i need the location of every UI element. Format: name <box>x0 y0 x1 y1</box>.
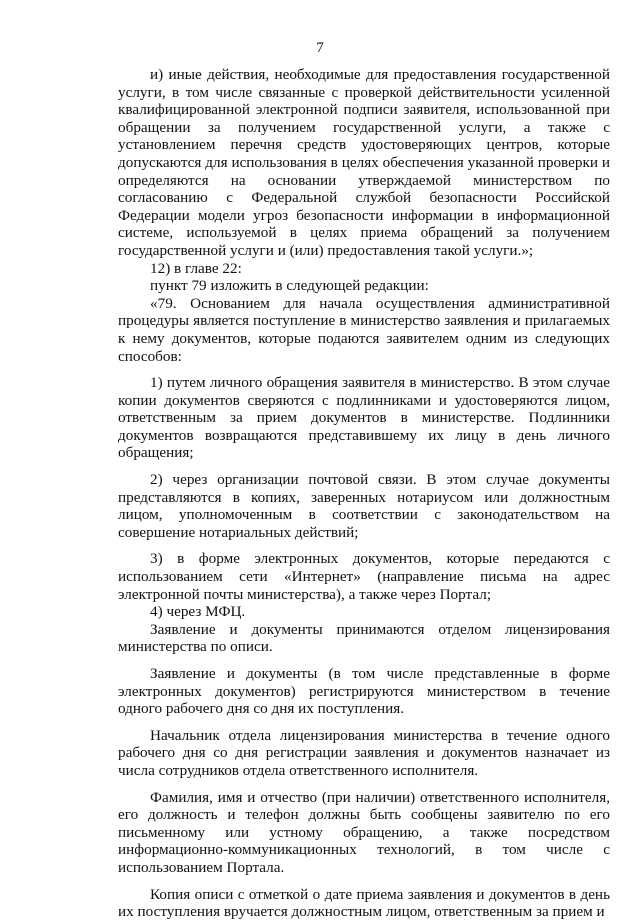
document-body <box>118 66 610 921</box>
paragraph-point-79: «79. Основанием для начала осуществления административной процедуры является поступление в министерство заявления и прилагаемых к нему документов, которые подаются заявителем одним из следующих способов: <box>118 294 610 365</box>
paragraph-clause-i: и) иные действия, необходимые для предоставления государственной услуги, в том числе связанные с проверкой действительности усиленной квалифицированной электронной подписи заявителя, использованной при обращении за получением государственной услуги, а также с установлением перечня средств удостоверяющих центров, которые допускаются для использования в целях обеспечения указанной проверки и определяются на основании утверждаемой министерством по согласованию с Федеральной службой безопасности Российской Федерации модели угроз безопасности информации в информационной системе, используемой в целях приема обращений за получением государственной услуги и (или) предоставления такой услуги.»; <box>118 66 610 259</box>
paragraph-method-3: 3) в форме электронных документов, которые передаются с использованием сети «Интернет» (направление письма на адрес электронной почты министерства), а также через Портал; <box>118 550 610 603</box>
paragraph-method-1: 1) путем личного обращения заявителя в министерство. В этом случае копии документов сверяются с подлинниками и удостоверяются лицом, ответственным за прием документов в министерстве. Подлинники документов возвращаются представившему их лицу в день личного обращения; <box>118 374 610 462</box>
paragraph-registration: Заявление и документы (в том числе представленные в форме электронных документов) регистрируются министерством в течение одного рабочего дня со дня их поступления. <box>118 665 610 718</box>
paragraph-item-12: 12) в главе 22: <box>150 259 242 277</box>
paragraph-acceptance: Заявление и документы принимаются отделом лицензирования министерства по описи. <box>118 620 610 656</box>
paragraph-executor-assignment: Начальник отдела лицензирования министерства в течение одного рабочего дня со дня регистрации заявления и документов назначает из числа сотрудников отдела ответственного исполнителя. <box>118 726 610 779</box>
paragraph-inventory-copy: Копия описи с отметкой о дате приема заявления и документов в день их поступления вручается должностным лицом, ответственным за прием и <box>118 885 610 921</box>
paragraph-point-79-intro: пункт 79 изложить в следующей редакции: <box>150 277 429 295</box>
paragraph-method-4: 4) через МФЦ. <box>150 603 246 621</box>
paragraph-method-2: 2) через организации почтовой связи. В этом случае документы представляются в копиях, заверенных нотариусом или должностным лицом, уполномоченным в соответствии с законодательством на совершение нотариальных действий; <box>118 471 610 541</box>
paragraph-executor-info: Фамилия, имя и отчество (при наличии) ответственного исполнителя, его должность и телефон должны быть сообщены заявителю по его письменному или устному обращению, а также посредством информационно-коммуникационных технологий, в том числе с использованием Портала. <box>118 788 610 876</box>
page-number: 7 <box>316 40 324 56</box>
